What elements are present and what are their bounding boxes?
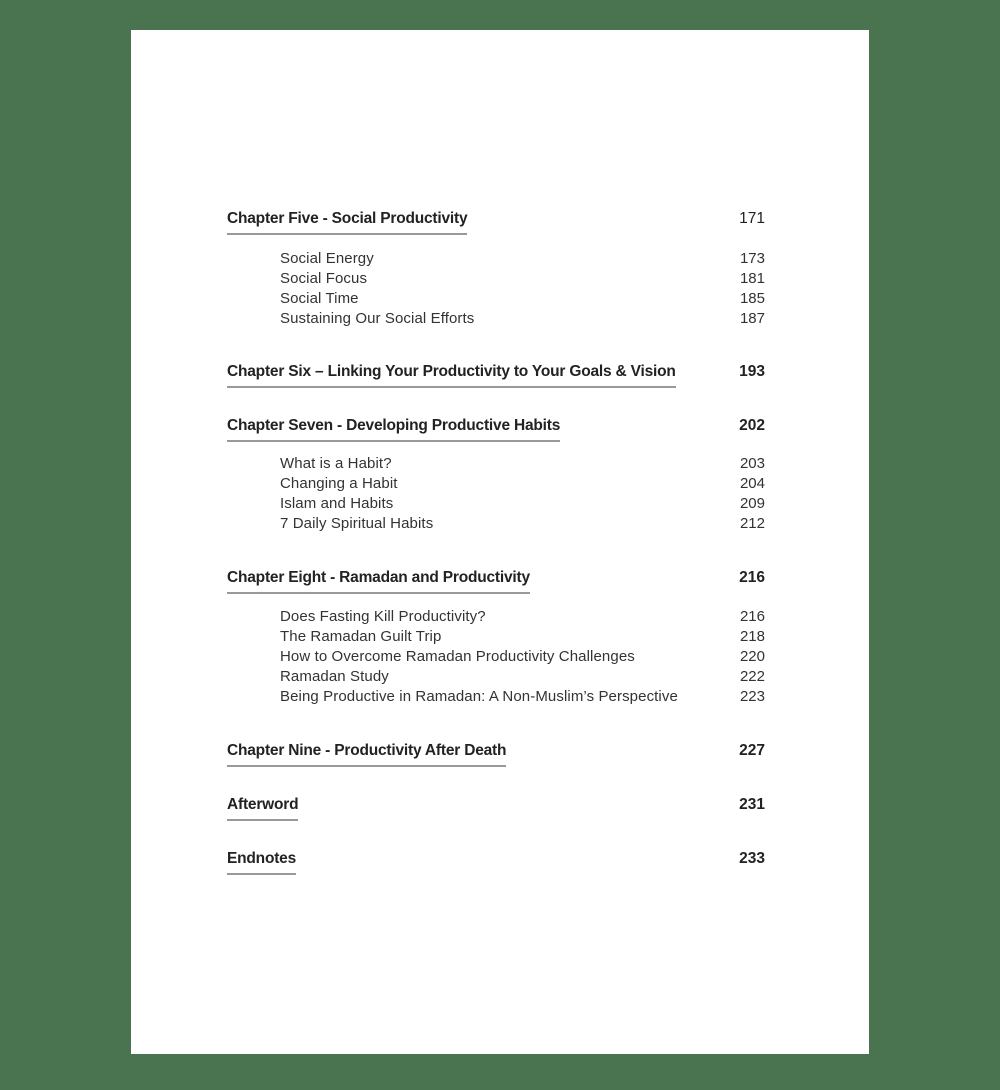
chapter-title: Endnotes — [227, 850, 296, 875]
chapter-page-number: 227 — [739, 742, 765, 759]
toc-section[interactable] — [227, 648, 765, 668]
toc-section[interactable] — [227, 608, 765, 628]
section-page-number: 222 — [739, 668, 765, 685]
section-title: Being Productive in Ramadan: A Non-Muslim’s Perspective — [280, 688, 678, 705]
section-title: Changing a Habit — [280, 475, 398, 492]
section-page-number: 216 — [739, 608, 765, 625]
section-title: What is a Habit? — [280, 455, 392, 472]
toc-chapter-seven[interactable] — [227, 417, 765, 437]
toc-section[interactable] — [227, 290, 765, 310]
chapter-title: Afterword — [227, 796, 298, 821]
toc-section[interactable] — [227, 495, 765, 515]
toc-section[interactable] — [227, 250, 765, 270]
toc-section[interactable] — [227, 628, 765, 648]
section-title: The Ramadan Guilt Trip — [280, 628, 442, 645]
toc-chapter-nine[interactable] — [227, 742, 765, 762]
chapter-title: Chapter Seven - Developing Productive Habits — [227, 417, 560, 442]
section-title: Social Energy — [280, 250, 374, 267]
chapter-page-number: 202 — [739, 417, 765, 434]
toc-section[interactable] — [227, 515, 765, 535]
section-page-number: 173 — [739, 250, 765, 267]
toc-chapter-eight[interactable] — [227, 569, 765, 589]
section-page-number: 203 — [739, 455, 765, 472]
toc-section[interactable] — [227, 668, 765, 688]
chapter-title: Chapter Eight - Ramadan and Productivity — [227, 569, 530, 594]
toc-chapter-five[interactable] — [227, 210, 765, 230]
toc-endnotes[interactable] — [227, 850, 765, 870]
section-title: Ramadan Study — [280, 668, 389, 685]
section-title: Social Focus — [280, 270, 368, 287]
section-page-number: 218 — [739, 628, 765, 645]
chapter-page-number: 193 — [739, 363, 765, 380]
toc-section[interactable] — [227, 455, 765, 475]
section-title: Social Time — [280, 290, 359, 307]
section-title: 7 Daily Spiritual Habits — [280, 515, 434, 532]
toc-section[interactable] — [227, 688, 765, 708]
chapter-page-number: 171 — [739, 210, 765, 227]
section-page-number: 204 — [739, 475, 765, 492]
chapter-page-number: 231 — [739, 796, 765, 813]
chapter-page-number: 233 — [739, 850, 765, 867]
section-page-number: 185 — [739, 290, 765, 307]
section-page-number: 220 — [739, 648, 765, 665]
chapter-title: Chapter Five - Social Productivity — [227, 210, 467, 235]
section-title: Islam and Habits — [280, 495, 394, 512]
toc-afterword[interactable] — [227, 796, 765, 816]
section-title: Does Fasting Kill Productivity? — [280, 608, 486, 625]
section-page-number: 212 — [739, 515, 765, 532]
toc-section[interactable] — [227, 310, 765, 330]
section-page-number: 209 — [739, 495, 765, 512]
section-title: How to Overcome Ramadan Productivity Challenges — [280, 648, 635, 665]
toc-section[interactable] — [227, 475, 765, 495]
toc-chapter-six[interactable] — [227, 363, 765, 383]
section-page-number: 223 — [739, 688, 765, 705]
chapter-page-number: 216 — [739, 569, 765, 586]
section-page-number: 181 — [739, 270, 765, 287]
chapter-title: Chapter Six – Linking Your Productivity to Your Goals & Vision — [227, 363, 676, 388]
section-title: Sustaining Our Social Efforts — [280, 310, 475, 327]
document-page — [131, 30, 869, 1054]
chapter-title: Chapter Nine - Productivity After Death — [227, 742, 506, 767]
section-page-number: 187 — [739, 310, 765, 327]
toc-section[interactable] — [227, 270, 765, 290]
